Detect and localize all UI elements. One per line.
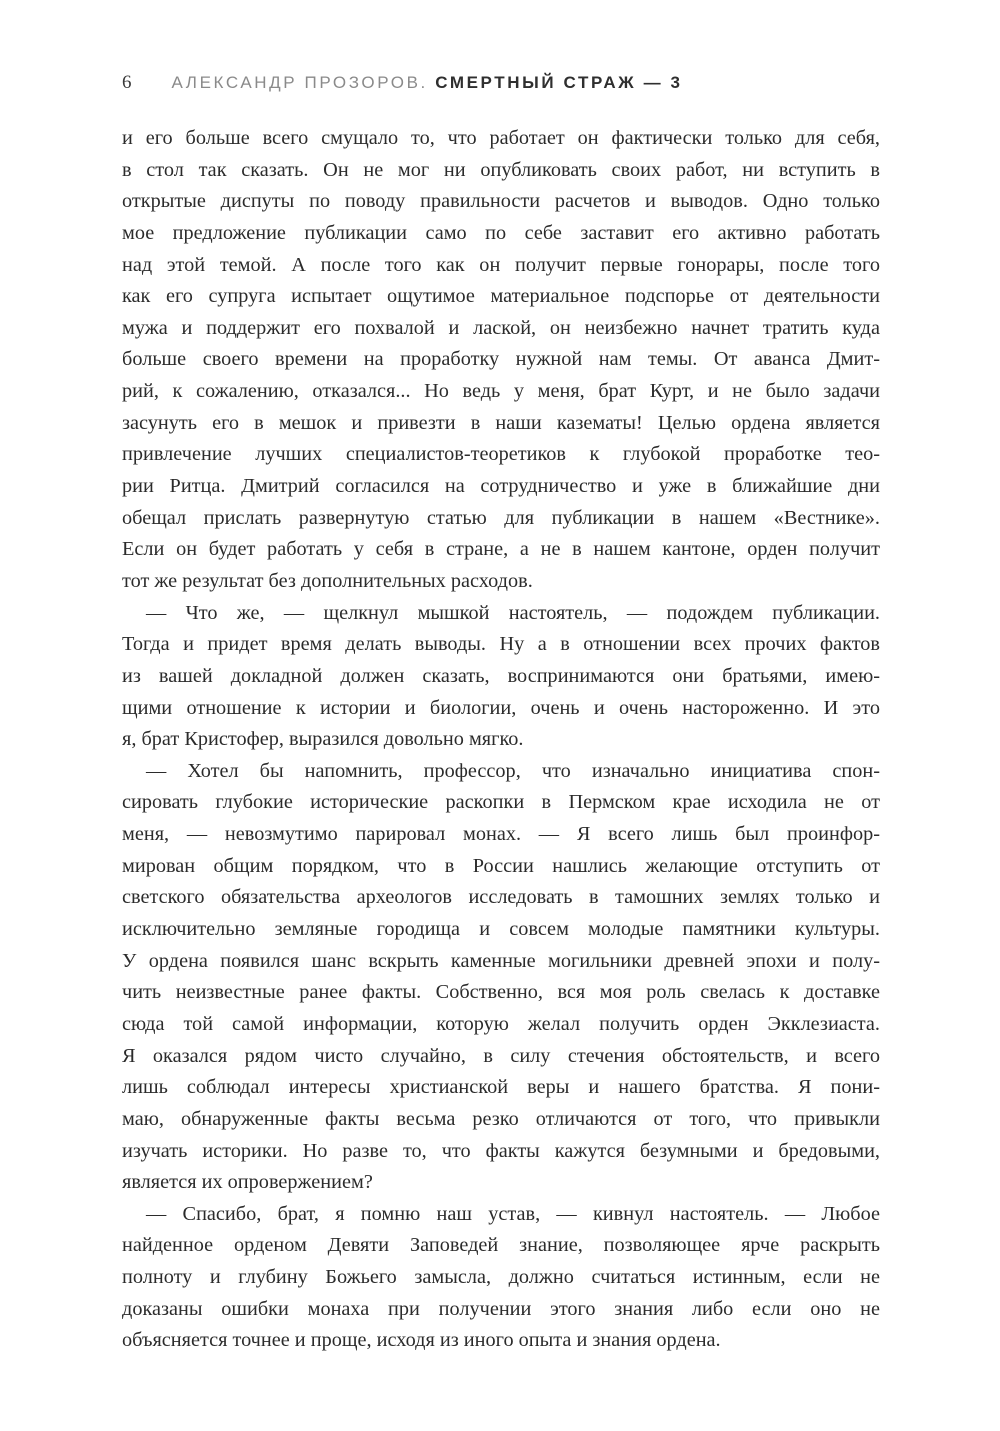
text-line: рий, к сожалению, отказался... Но ведь у меня, брат Курт, и не было задачи [122,380,880,403]
text-line: полноту и глубину Божьего замысла, должно считаться истинным, если не [122,1266,880,1289]
text-line: изучать историки. Но разве то, что факты кажутся безумными и бредовыми, [122,1139,880,1162]
author-name: АЛЕКСАНДР ПРОЗОРОВ. [171,73,428,92]
text-line: чить неизвестные ранее факты. Собственно, вся моя роль свелась к доставке [122,981,880,1004]
page-number: 6 [122,72,132,93]
text-line: Если он будет работать у себя в стране, а не в нашем кантоне, орден получит [122,538,880,561]
text-line: как его супруга испытает ощутимое материальное подспорье от деятельности [122,285,880,308]
text-line: является их опровержением? [122,1171,373,1194]
text-line: рии Ритца. Дмитрий согласился на сотрудничество и уже в ближайшие дни [122,475,880,498]
text-line: сировать глубокие исторические раскопки в Пермском крае исходила не от [122,791,880,814]
text-line: щими отношение к истории и биологии, очень и очень настороженно. И это [122,696,880,719]
text-line: Я оказался рядом чисто случайно, в силу стечения обстоятельств, и всего [122,1044,880,1067]
text-line: открытые диспуты по поводу правильности расчетов и выводов. Одно только [122,190,880,213]
text-line: — Спасибо, брат, я помню наш устав, — кивнул настоятель. — Любое [146,1202,880,1225]
text-line: лишь соблюдал интересы христианской веры и нашего братства. Я пони- [122,1076,880,1099]
text-line: светского обязательства археологов исследовать в тамошних землях только и [122,886,880,909]
text-line: — Хотел бы напомнить, профессор, что изначально инициатива спон- [146,759,880,782]
text-line: и его больше всего смущало то, что работает он фактически только для себя, [122,127,880,149]
text-line: привлечение лучших специалистов-теоретиков к глубокой проработке тео- [122,443,880,466]
text-line: сюда той самой информации, которую желал получить орден Экклезиаста. [122,1012,880,1035]
running-header [122,72,683,94]
text-line: доказаны ошибки монаха при получении этого знания либо если оно не [122,1297,880,1320]
text-line: мужа и поддержит его похвалой и лаской, он неизбежно начнет тратить куда [122,316,880,339]
book-title: СМЕРТНЫЙ СТРАЖ — 3 [435,73,683,92]
text-line: меня, — невозмутимо парировал монах. — Я всего лишь был проинфор- [122,823,880,846]
text-line: — Что же, — щелкнул мышкой настоятель, — подождем публикации. [146,601,880,624]
text-line: мое предложение публикации само по себе заставит его активно работать [122,221,880,244]
text-line: объясняется точнее и проще, исходя из иного опыта и знания ордена. [122,1329,721,1352]
text-line: больше своего времени на проработку нужной нам темы. От аванса Дмит- [122,348,880,371]
text-line: исключительно земляные городища и совсем молодые памятники культуры. [122,918,880,941]
text-line: над этой темой. А после того как он получит первые гонорары, после того [122,253,880,276]
text-line: Тогда и придет время делать выводы. Ну а в отношении всех прочих фактов [122,633,880,656]
text-line: маю, обнаруженные факты весьма резко отличаются от того, что привыкли [122,1107,880,1130]
text-line: найденное орденом Девяти Заповедей знание, позволяющее ярче раскрыть [122,1234,880,1257]
text-line: тот же результат без дополнительных расходов. [122,569,533,592]
text-line: засунуть его в мешок и привезти в наши казематы! Целью ордена является [122,411,880,434]
text-line: У ордена появился шанс вскрыть каменные могильники древней эпохи и полу- [122,949,880,972]
text-line: мирован общим порядком, что в России нашлись желающие отступить от [122,854,880,877]
body-text [122,123,880,1357]
text-line: обещал прислать развернутую статью для публикации в нашем «Вестнике». [122,506,880,529]
text-line: из вашей докладной должен сказать, воспринимаются они братьями, имею- [122,664,880,687]
text-line: я, брат Кристофер, выразился довольно мягко. [122,728,524,751]
text-line: в стол так сказать. Он не мог ни опубликовать своих работ, ни вступить в [122,158,880,181]
